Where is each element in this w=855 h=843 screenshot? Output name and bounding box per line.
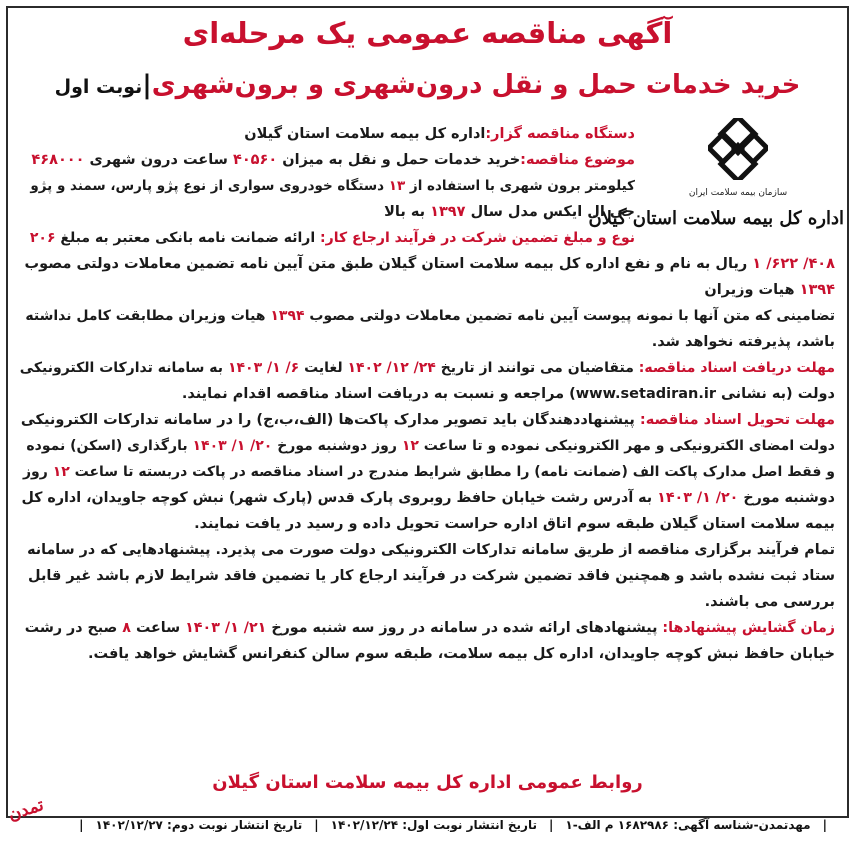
publication-round-badge: نوبت اول — [54, 76, 143, 98]
brand-wordmark: تمدن — [5, 794, 47, 826]
logo-caption: سازمان بیمه سلامت ایران — [688, 188, 788, 198]
body-line-14: و فقط اصل مدارک پاکت الف (ضمانت نامه) را مطابق شرایط مندرج در اسناد مناقصه در پاکت دربسته تا ساعت ۱۲ روز — [23, 464, 835, 480]
separator: | — [548, 818, 554, 832]
body-line-21: خیابان حافظ نبش کوچه جاویدان، اداره کل بیمه سلامت، طبقه سوم سالن کنفرانس گشایش خواهد یافت. — [87, 646, 835, 662]
setadiran-link[interactable]: www.setadiran.ir — [575, 386, 716, 402]
body-line-8: تضامینی که متن آنها با نمونه پیوست آیین نامه تضمین معاملات دولتی مصوب ۱۳۹۴ هیات وزیران مطابقت کامل نداشته — [25, 308, 835, 324]
body-line-20: زمان گشایش پیشنهادها: پیشنهادهای ارائه شده در سامانه در روز سه شنبه مورخ ۲۱/ ۱/ ۱۴۰۳ ساعت ۸ صبح در رشت — [24, 620, 835, 636]
newspaper-brand-logo — [6, 786, 50, 840]
body-line-4: جی ال ایکس مدل سال ۱۳۹۷ به بالا — [384, 204, 635, 220]
body-line-17: تمام فرآیند برگزاری مناقصه از طریق سامانه تدارکات الکترونیکی دولت صورت می پذیرد. پیشنهادهایی که در سامانه — [27, 542, 835, 558]
separator: | — [79, 818, 84, 832]
ad-id: مهدتمدن-شناسه آگهی: ۱۶۸۲۹۸۶ م الف-۱ — [565, 818, 811, 832]
first-publish-date: تاریخ انتشار نوبت اول: ۱۴۰۲/۱۲/۲۴ — [330, 818, 537, 832]
separator: | — [822, 818, 827, 832]
body-line-7: ۱۳۹۴ هیات وزیران — [704, 282, 835, 298]
body-line-12: مهلت تحویل اسناد مناقصه: پیشنهاددهندگان باید تصویر مدارک پاکت‌ها (الف،ب،ج) را در سامانه تدارکات الکترونیکی — [20, 412, 835, 428]
notice-title: آگهی مناقصه عمومی یک مرحله‌ای — [182, 16, 673, 50]
notice-subtitle — [0, 70, 855, 100]
body-line-18: ستاد ثبت نشده باشد و همچنین فاقد تضمین شرکت در فرآیند ارجاع کار یا تضمین فاقد شرایط لازم باشد غیر قابل — [28, 568, 835, 584]
title-separator: | — [142, 70, 152, 100]
public-relations-signature: روابط عمومی اداره کل بیمه سلامت استان گیلان — [212, 772, 643, 793]
body-line-10: مهلت دریافت اسناد مناقصه: متقاضیان می توانند از تاریخ ۲۴/ ۱۲/ ۱۴۰۲ لغایت ۶/ ۱/ ۱۴۰۳ به سامانه تدارکات الکترونیکی — [19, 360, 835, 376]
organization-name: اداره کل بیمه سلامت استان گیلان — [588, 208, 844, 229]
body-line-5: نوع و مبلغ تضمین شرکت در فرآیند ارجاع کار: ارائه ضمانت نامه بانکی معتبر به مبلغ ۲۰۶ — [29, 230, 635, 246]
second-publish-date: تاریخ انتشار نوبت دوم: ۱۴۰۲/۱۲/۲۷ — [95, 818, 303, 832]
body-line-11: دولت (به نشانی www.setadiran.ir) مراجعه و نسبت به دریافت اسناد مناقصه اقدام نمایند. — [181, 386, 835, 402]
health-insurance-logo-icon — [708, 118, 768, 180]
organization-logo — [588, 118, 844, 236]
body-line-15: دوشنبه مورخ ۲۰/ ۱/ ۱۴۰۳ به آدرس رشت خیابان حافظ روبروی پارک قدس (پارک شهر) نبش کوچه جاویدان، اداره کل — [21, 490, 835, 506]
body-line-2: موضوع مناقصه:خرید خدمات حمل و نقل به میزان ۴۰۵۶۰ ساعت درون شهری ۴۶۸۰۰۰ — [31, 152, 635, 168]
separator: | — [314, 818, 319, 832]
body-line-9: باشد، پذیرفته نخواهد شد. — [651, 334, 835, 350]
body-line-16: بیمه سلامت استان گیلان طبقه سوم اتاق اداره حراست تحویل داده و رسید در یافت نمایند. — [194, 516, 835, 532]
body-line-6: ۴۰۸/ ۶۲۲/ ۱ ریال به نام و نفع اداره کل بیمه سلامت استان گیلان طبق متن آیین نامه تضمین معاملات دولتی مصوب — [24, 256, 835, 272]
body-line-3: کیلومتر برون شهری با استفاده از ۱۳ دستگاه خودروی سواری از نوع پژو پارس، سمند و پژو — [30, 178, 635, 194]
notice-subtitle-text: خرید خدمات حمل و نقل درون‌شهری و برون‌شهری — [151, 70, 801, 100]
publication-info-bar — [79, 818, 827, 832]
body-line-13: دولت امضای الکترونیکی و مهر الکترونیکی نموده و تا ساعت ۱۲ روز دوشنبه مورخ ۲۰/ ۱/ ۱۴۰۳ بارگذاری (اسکن) نموده — [26, 438, 835, 454]
body-line-19: بررسی می باشند. — [704, 594, 835, 610]
body-line-1: دستگاه مناقصه گزار:اداره کل بیمه سلامت استان گیلان — [244, 126, 635, 142]
